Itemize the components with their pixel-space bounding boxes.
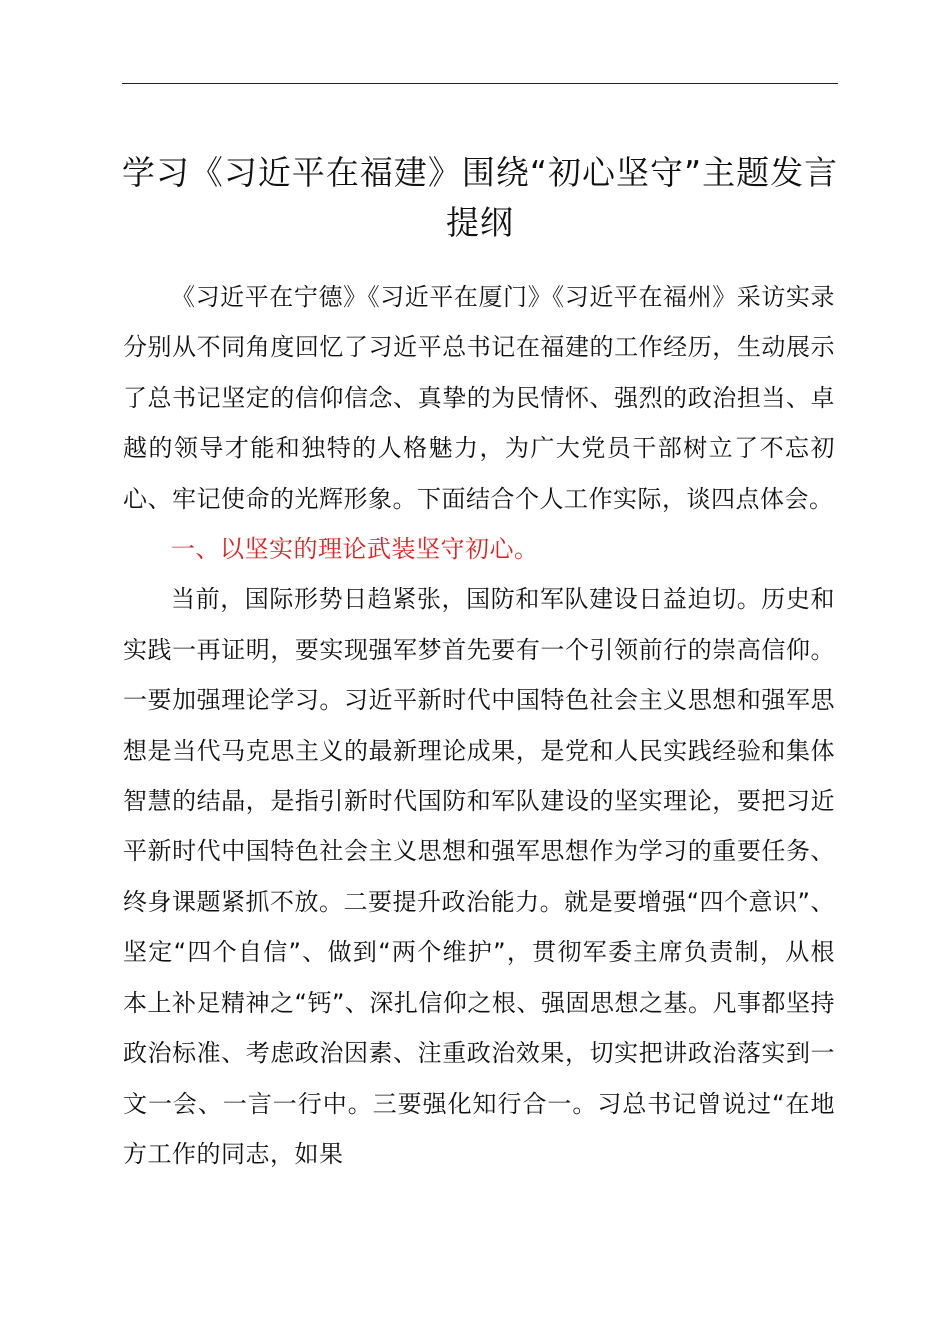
header-rule xyxy=(122,83,838,84)
section-1-paragraph: 当前，国际形势日趋紧张，国防和军队建设日益迫切。历史和实践一再证明，要实现强军梦首先要有一个引领前行的崇高信仰。一要加强理论学习。习近平新时代中国特色社会主义思想和强军思想是当代马克思主义的最新理论成果，是党和人民实践经验和集体智慧的结晶，是指引新时代国防和军队建设的坚实理论，要把习近平新时代中国特色社会主义思想和强军思想作为学习的重要任务、终身课题紧抓不放。二要提升政治能力。就是要增强“四个意识”、坚定“四个自信”、做到“两个维护”，贯彻军委主席负责制，从根本上补足精神之“钙”、深扎信仰之根、强固思想之基。凡事都坚持政治标准、考虑政治因素、注重政治效果，切实把讲政治落实到一文一会、一言一行中。三要强化知行合一。习总书记曾说过“在地方工作的同志，如果 xyxy=(123,585,835,1168)
section-heading-1: 一、以坚实的理论武装坚守初心。 xyxy=(171,535,539,564)
intro-paragraph: 《习近平在宁德》《习近平在厦门》《习近平在福州》采访实录分别从不同角度回忆了习近平总书记在福建的工作经历，生动展示了总书记坚定的信仰信念、真挚的为民情怀、强烈的政治担当、卓越的领导才能和独特的人格魅力，为广大党员干部树立了不忘初心、牢记使命的光辉形象。下面结合个人工作实际，谈四点体会。 xyxy=(123,283,835,513)
document-body xyxy=(123,272,835,1179)
document-title: 学习《习近平在福建》围绕“初心坚守”主题发言提纲 xyxy=(121,153,839,242)
